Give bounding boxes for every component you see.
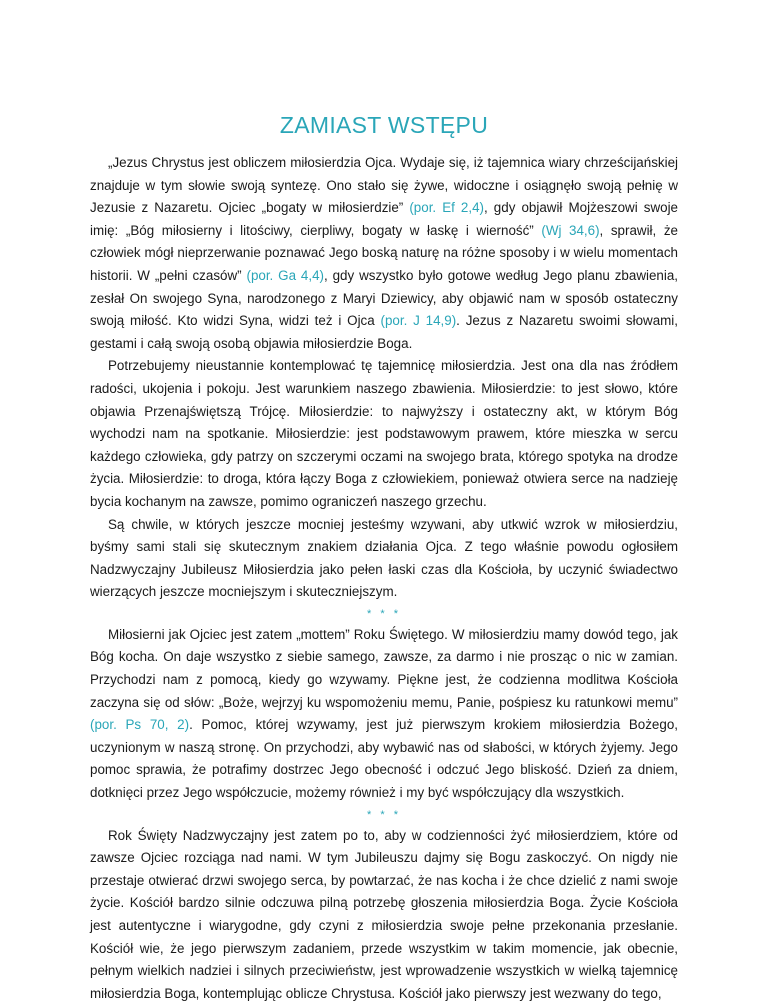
document-body [90,152,678,1005]
paragraph-text: „Jezus Chrystus jest obliczem miłosierdzia Ojca. Wydaje się, iż tajemnica wiary chrześcijańskiej znajduje w tym słowie swoją syntezę. Ono stało się żywe, widoczne i osiągnęło swoją pełnię w Jezusie z Nazaretu. Ojciec „bogaty w miłosierdzie” [90,155,678,216]
scripture-reference: (por. J 14,9) [380,313,457,329]
page-title: ZAMIAST WSTĘPU [279,112,489,138]
paragraph-text: . Jezus z Nazaretu swoimi słowami, gestami i całą swoją osobą objawia miłosierdzie Boga. [90,313,678,351]
scripture-reference: (por. Ef 2,4) [409,200,485,216]
paragraph-text: , gdy wszystko było gotowe według Jego planu zbawienia, zesłał On swojego Syna, narodzonego z Maryi Dziewicy, aby objawić nam w sposób ostateczny swoją miłość. Kto widzi Syna, widzi też i Ojca [90,267,679,329]
scripture-reference: (por. Ps 70, 2) [90,717,190,733]
scripture-reference: (por. Ga 4,4) [246,267,324,283]
paragraph-text: , sprawił, że człowiek mógł nieprzerwanie poznawać Jego boską naturę na różne sposoby i w wielu momentach historii. W „pełni czasów” [90,222,678,283]
paragraph-text: . Pomoc, której wzywamy, jest już pierwszym krokiem miłosierdzia Bożego, uczynionym w naszą stronę. On przychodzi, aby wybawić nas od słabości, w których żyjemy. Jego pomoc sprawia, że potrafimy dostrzec Jego obecność i odczuć Jego bliskość. Dzień za dniem, dotknięci przez Jego współczucie, możemy również i my być współczujący dla wszystkich. [90,717,678,801]
paragraph-4 [90,624,678,805]
paragraph-text: Miłosierni jak Ojciec jest zatem „mottem” Roku Świętego. W miłosierdziu mamy dowód tego, jak Bóg kocha. On daje wszystko z siebie samego, zawsze, za darmo i nie prosząc o nic w zamian. Przychodzi nam z pomocą, kiedy go wzywamy. Piękne jest, że codzienna modlitwa Kościoła zaczyna się od słów: „Boże, wejrzyj ku wspomożeniu memu, Panie, pośpiesz ku ratunkowi memu” [90,626,678,710]
paragraph-5: Rok Święty Nadzwyczajny jest zatem po to, aby w codzienności żyć miłosierdziem, które od zawsze Ojciec rozciąga nad nami. W tym Jubileuszu dajmy się Bogu zaskoczyć. On nigdy nie przestaje otwierać drzwi swojego serca, by powtarzać, że nas kocha i że chce dzielić z nami swoje życie. Kościół bardzo silnie odczuwa pilną potrzebę głoszenia miłosierdzia Boga. Życie Kościoła jest autentyczne i wiarygodne, gdy czyni z miłosierdzia swoje pełne przekonania przesłanie. Kościół wie, że jego pierwszym zadaniem, przede wszystkim w takim momencie, jak obecnie, pełnym wielkich nadziei i silnych przeciwieństw, jest wprowadzenie wszystkich w wielką tajemnicę miłosierdzia Boga, kontemplując oblicze Chrystusa. Kościół jako pierwszy jest wezwany do tego, [90,827,678,1001]
section-separator: * * * [367,607,401,620]
section-separator: * * * [367,808,401,821]
paragraph-2: Potrzebujemy nieustannie kontemplować tę tajemnicę miłosierdzia. Jest ona dla nas źródłem radości, ukojenia i pokoju. Jest warunkiem naszego zbawienia. Miłosierdzie: to jest słowo, które objawia Przenajświętszą Trójcę. Miłosierdzie: to najwyższy i ostateczny akt, w którym Bóg wychodzi nam na spotkanie. Miłosierdzie: jest podstawowym prawem, które mieszka w sercu każdego człowieka, gdy patrzy on szczerymi oczami na swojego brata, którego spotyka na drodze życia. Miłosierdzie: to droga, która łączy Boga z człowiekiem, ponieważ otwiera serce na nadzieję bycia kochanym na zawsze, pomimo ograniczeń naszego grzechu. [90,358,678,509]
paragraph-text: , gdy objawił Mojżeszowi swoje imię: „Bóg miłosierny i litościwy, cierpliwy, bogaty w łaskę i wierność” [90,200,678,238]
scripture-reference: (Wj 34,6) [541,222,600,238]
paragraph-3: Są chwile, w których jeszcze mocniej jesteśmy wzywani, aby utkwić wzrok w miłosierdziu, byśmy sami stali się skutecznym znakiem działania Ojca. Z tego właśnie powodu ogłosiłem Nadzwyczajny Jubileusz Miłosierdzia jako pełen łaski czas dla Kościoła, by uczynić świadectwo wierzących jeszcze mocniejszym i skuteczniejszym. [90,516,678,600]
paragraph-1 [90,152,678,355]
